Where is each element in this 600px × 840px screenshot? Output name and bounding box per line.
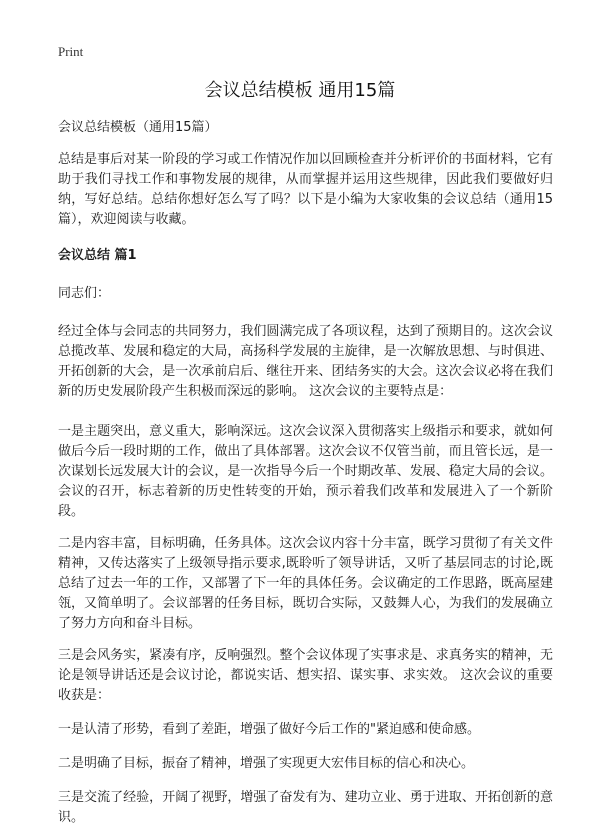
body-paragraph: 二是内容丰富，目标明确，任务具体。这次会议内容十分丰富，既学习贯彻了有关文件精神，又传达落实了上级领导指示要求,既聆听了领导讲话，又听了基层同志的讨论,既总结了过去一年的工作，又部署了下一年的具体任务。会议确定的工作思路，既高屋建瓴，又简单明了。会议部署的任务目标，既切合实际，又鼓舞人心，为我们的发展确立了努力方向和奋斗目标。 (58, 536, 553, 631)
print-link[interactable]: Print (58, 44, 84, 59)
body-paragraph: 三是交流了经验，开阔了视野，增强了奋发有为、建功立业、勇于进取、开拓创新的意识。 (58, 790, 553, 825)
section-heading: 会议总结 篇1 (58, 248, 137, 263)
document-title: 会议总结模板 通用15篇 (204, 80, 396, 101)
greeting: 同志们： (58, 286, 111, 301)
intro-paragraph: 总结是事后对某一阶段的学习或工作情况作加以回顾检查并分析评价的书面材料，它有助于我们寻找工作和事物发展的规律，从而掌握并运用这些规律，因此我们要做好归纳，写好总结。总结你想好怎么写了吗？以下是小编为大家收集的会议总结（通用15篇），欢迎阅读与收藏。 (58, 152, 553, 227)
body-paragraph: 经过全体与会同志的共同努力，我们圆满完成了各项议程，达到了预期目的。这次会议总揽改革、发展和稳定的大局，高扬科学发展的主旋律，是一次解放思想、与时俱进、开拓创新的大会，是一次承前启后、继往开来、团结务实的大会。这次会议必将在我们新的历史发展阶段产生积极而深远的影响。 这次会议的主要特点是： (58, 324, 553, 399)
body-paragraph: 一是主题突出，意义重大，影响深远。这次会议深入贯彻落实上级指示和要求，就如何做后今后一段时期的工作，做出了具体部署。这次会议不仅管当前，而且管长远，是一次谋划长远发展大计的会议，是一次指导今后一个时期改革、发展、稳定大局的会议。会议的召开，标志着新的历史性转变的开始，预示着我们改革和发展进入了一个新阶段。 (58, 424, 553, 519)
body-paragraph: 一是认清了形势，看到了差距，增强了做好今后工作的"紧迫感和使命感。 (58, 722, 480, 737)
document-subtitle: 会议总结模板（通用15篇） (58, 120, 218, 135)
body-paragraph: 三是会风务实，紧凑有序，反响强烈。整个会议体现了实事求是、求真务实的精神，无论是领导讲话还是会议讨论，都说实话、想实招、谋实事、求实效。 这次会议的重要收获是： (58, 648, 553, 703)
document-body (58, 118, 553, 840)
body-paragraph: 二是明确了目标，振奋了精神，增强了实现更大宏伟目标的信心和决心。 (58, 756, 475, 771)
